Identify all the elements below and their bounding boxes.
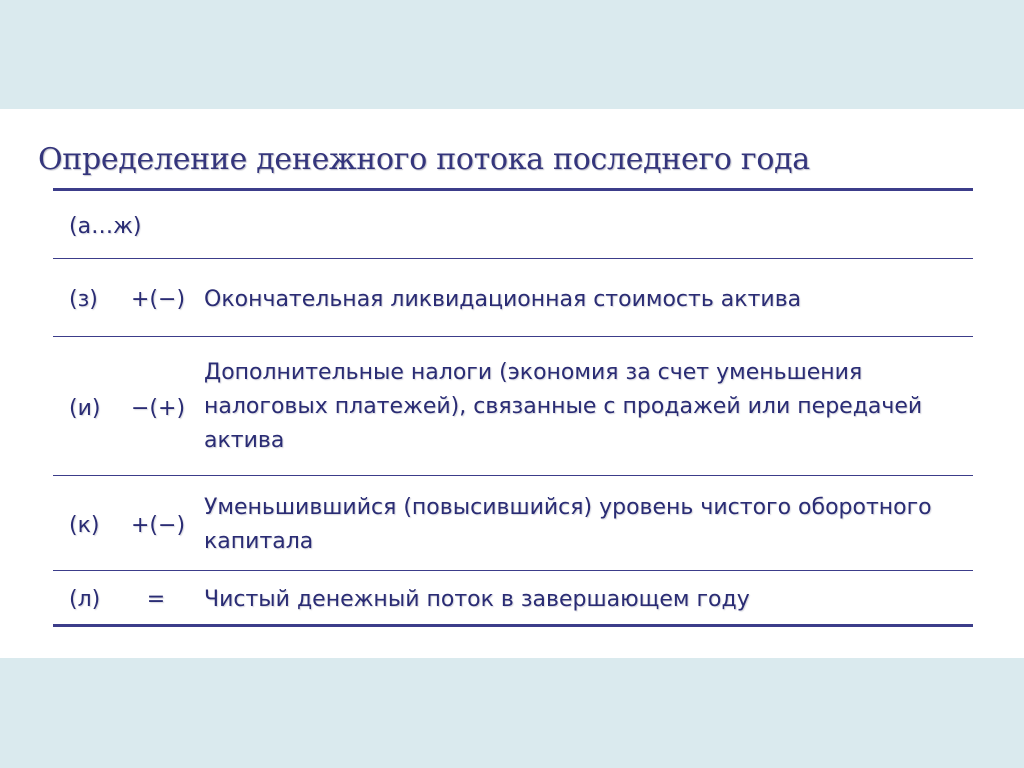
row-divider — [53, 258, 973, 259]
row-divider — [53, 336, 973, 337]
table-top-rule — [53, 188, 973, 191]
row-sign: = — [146, 587, 166, 612]
page-title: Определение денежного потока последнего года — [38, 142, 810, 177]
row-divider — [53, 475, 973, 476]
row-code: (и) — [69, 396, 101, 421]
row-divider — [53, 570, 973, 571]
row-code: (з) — [69, 287, 98, 312]
row-code: (а…ж) — [69, 214, 142, 239]
row-description: Чистый денежный поток в завершающем году — [204, 587, 750, 612]
table-bottom-rule — [53, 624, 973, 627]
row-description: Уменьшившийся (повысившийся) уровень чистого оборотного капитала — [204, 495, 932, 554]
row-sign: −(+) — [131, 396, 186, 421]
row-sign: +(−) — [131, 513, 186, 538]
row-code: (л) — [69, 587, 101, 612]
bottom-band — [0, 658, 1024, 768]
row-sign: +(−) — [131, 287, 186, 312]
row-description: Дополнительные налоги (экономия за счет уменьшения налоговых платежей), связанные с продажей или передачей актива — [204, 360, 923, 453]
top-band — [0, 0, 1024, 109]
row-description: Окончательная ликвидационная стоимость актива — [204, 287, 802, 312]
row-code: (к) — [69, 513, 100, 538]
